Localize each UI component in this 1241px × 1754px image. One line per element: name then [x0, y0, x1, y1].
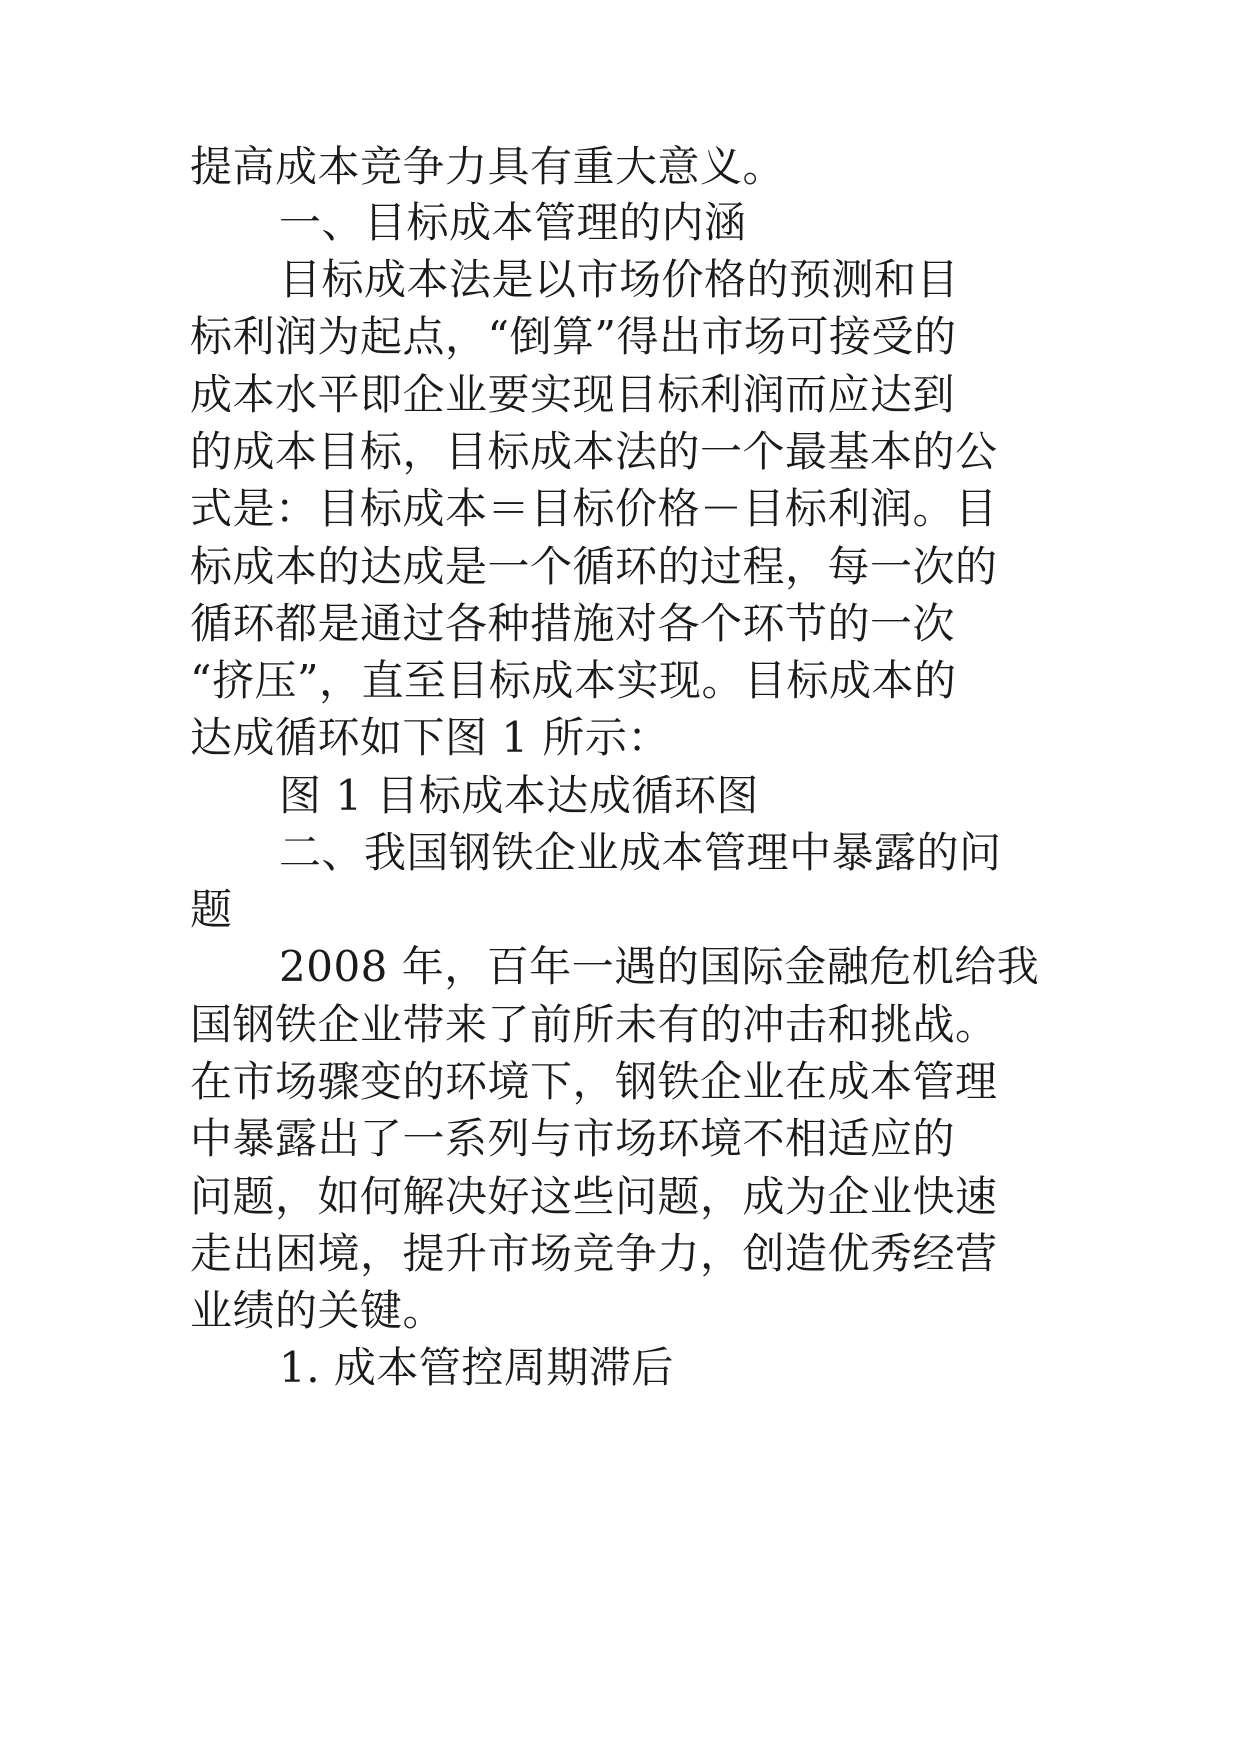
- paragraph-line: 业绩的关键。: [190, 1286, 446, 1335]
- section-heading-2-continued: 题: [190, 885, 233, 934]
- subsection-heading: 1. 成本管控周期滞后: [279, 1343, 674, 1392]
- paragraph-line: 达成循环如下图 1 所示：: [190, 713, 670, 762]
- paragraph-line: 的成本目标，目标成本法的一个最基本的公: [190, 427, 998, 476]
- paragraph-line: 问题，如何解决好这些问题，成为企业快速: [190, 1172, 998, 1221]
- paragraph-line: 目标成本法是以市场价格的预测和目: [279, 255, 960, 304]
- section-heading-1: 一、目标成本管理的内涵: [279, 198, 747, 247]
- paragraph-line: 2008 年，百年一遇的国际金融危机给我: [279, 942, 1040, 991]
- paragraph-line: 国钢铁企业带来了前所未有的冲击和挑战。: [190, 1000, 998, 1049]
- paragraph-line: 走出困境，提升市场竞争力，创造优秀经营: [190, 1229, 998, 1278]
- paragraph-line: 标成本的达成是一个循环的过程，每一次的: [190, 542, 998, 591]
- text-line-conclusion: 提高成本竞争力具有重大意义。: [190, 142, 786, 191]
- paragraph-line: “挤压”，直至目标成本实现。目标成本的: [190, 656, 957, 705]
- section-heading-2: 二、我国钢铁企业成本管理中暴露的问: [279, 828, 1002, 877]
- paragraph-line: 式是：目标成本＝目标价格－目标利润。目: [190, 484, 998, 533]
- paragraph-line: 循环都是通过各种措施对各个环节的一次: [190, 599, 956, 648]
- paragraph-line: 标利润为起点，“倒算”得出市场可接受的: [190, 312, 957, 361]
- paragraph-line: 在市场骤变的环境下，钢铁企业在成本管理: [190, 1057, 998, 1106]
- paragraph-line: 中暴露出了一系列与市场环境不相适应的: [190, 1114, 956, 1163]
- figure-caption: 图 1 目标成本达成循环图: [279, 771, 759, 820]
- paragraph-line: 成本水平即企业要实现目标利润而应达到: [190, 370, 956, 419]
